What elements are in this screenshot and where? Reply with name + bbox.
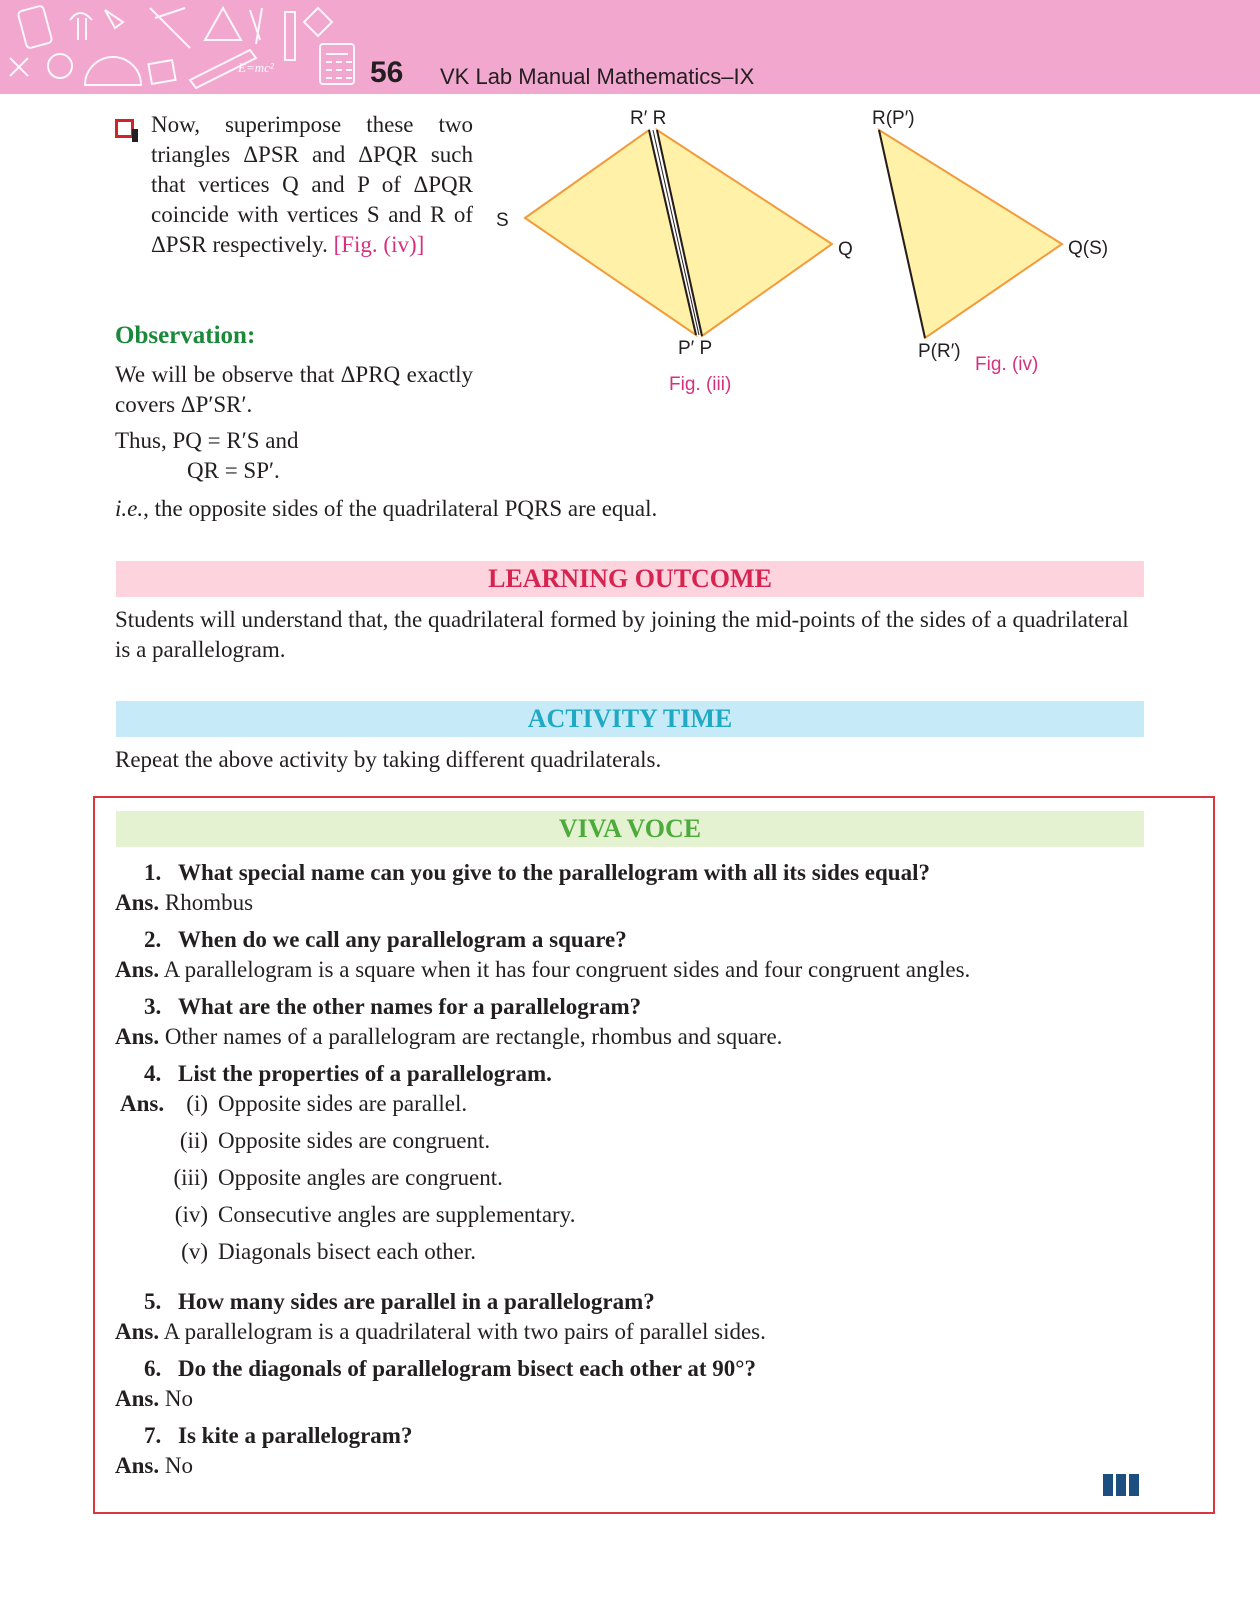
superimpose-text: Now, superimpose these two triangles ΔPSR and ΔPQR such that vertices Q and P of ΔPQR coincide with vertices S and R of ΔPSR respectively. [151,112,473,257]
property-text: Opposite sides are parallel. [218,1091,468,1116]
property-numeral: (iv) [174,1202,208,1227]
property-item [166,1200,575,1230]
question-text: What special name can you give to the parallelogram with all its sides equal? [178,860,930,885]
fig3-label-bottom: P′ P [678,338,713,359]
answer-text: A parallelogram is a square when it has four congruent sides and four congruent angles. [163,957,971,982]
property-numeral: (i) [186,1091,208,1116]
question-number: 5. [144,1289,162,1314]
question-text: What are the other names for a parallelogram? [178,994,642,1019]
fig4-caption: Fig. (iv) [975,354,1039,375]
question-text: Is kite a parallelogram? [178,1423,413,1448]
question-text: List the properties of a parallelogram. [178,1061,552,1086]
answer-label: Ans. [120,1091,165,1116]
property-item [166,1089,467,1119]
conclusion-text: , the opposite sides of the quadrilateral PQRS are equal. [143,496,658,521]
viva-voce-heading: VIVA VOCE [116,811,1144,847]
property-item [166,1163,503,1193]
fig4-label-bottom: P(R′) [918,341,961,362]
property-numeral: (v) [181,1239,208,1264]
answer-label: Ans. [115,1319,160,1344]
page-number: 56 [370,56,404,89]
question-text: Do the diagonals of parallelogram bisect each other at 90°? [178,1356,756,1381]
thus-line-1: Thus, PQ = R′S and [115,428,299,453]
fig4-label-right: Q(S) [1068,238,1109,259]
viva-answer [120,1089,164,1119]
doodle-formula: E=mc² [238,60,274,75]
question-text: When do we call any parallelogram a square? [178,927,627,952]
question-number: 1. [144,860,162,885]
answer-label: Ans. [115,1453,160,1478]
observation-text: We will be observe that ΔPRQ exactly covers ΔP′SR′. [115,362,473,417]
answer-text: Rhombus [164,890,254,915]
viva-answer [115,1451,193,1481]
answer-text: Other names of a parallelogram are rectangle, rhombus and square. [164,1024,783,1049]
answer-label: Ans. [115,890,160,915]
activity-time-heading: ACTIVITY TIME [116,701,1144,737]
answer-text: No [164,1453,193,1478]
fig3-label-left: S [496,210,509,231]
question-number: 3. [144,994,162,1019]
superimpose-paragraph [151,110,473,260]
triangle-figures [496,104,1140,414]
question-number: 6. [144,1356,162,1381]
viva-answer [115,1317,766,1347]
fig-iv-reference: [Fig. (iv)] [333,232,425,257]
viva-answer [115,888,253,918]
viva-answer [115,1022,782,1052]
learning-outcome-text: Students will understand that, the quadrilateral formed by joining the mid-points of the sides of a quadrilateral is a parallelogram. [115,607,1129,662]
page-header [0,0,1260,94]
question-number: 2. [144,927,162,952]
activity-time-text: Repeat the above activity by taking different quadrilaterals. [115,747,662,772]
viva-answer [115,1384,193,1414]
answer-label: Ans. [115,1386,160,1411]
answer-label: Ans. [115,1024,160,1049]
property-text: Opposite sides are congruent. [218,1128,491,1153]
property-text: Consecutive angles are supplementary. [218,1202,576,1227]
answer-text: No [164,1386,193,1411]
math-doodles-decoration [0,0,370,94]
ie-prefix: i.e. [115,496,144,521]
answer-label: Ans. [115,957,160,982]
answer-text: A parallelogram is a quadrilateral with two pairs of parallel sides. [163,1319,766,1344]
conclusion-line [115,494,657,524]
checkbox-bullet-icon [115,119,134,138]
fig3-label-top: R′ R [630,108,667,129]
learning-outcome-heading: LEARNING OUTCOME [116,561,1144,597]
viva-answer [115,955,970,985]
property-text: Diagonals bisect each other. [218,1239,477,1264]
property-text: Opposite angles are congruent. [218,1165,503,1190]
book-title: VK Lab Manual Mathematics–IX [440,64,755,89]
fig4-label-top: R(P′) [872,108,915,129]
fig3-caption: Fig. (iii) [669,374,732,395]
question-number: 7. [144,1423,162,1448]
property-item [166,1237,476,1267]
property-numeral: (iii) [173,1165,208,1190]
question-number: 4. [144,1061,162,1086]
observation-heading: Observation: [115,322,256,349]
end-of-section-mark [1103,1474,1143,1496]
question-text: How many sides are parallel in a parallelogram? [178,1289,655,1314]
fig3-label-right: Q [838,239,853,260]
thus-line-2: QR = SP′. [187,458,280,483]
property-numeral: (ii) [179,1128,208,1153]
fig4-triangle [879,130,1062,338]
property-item [166,1126,490,1156]
